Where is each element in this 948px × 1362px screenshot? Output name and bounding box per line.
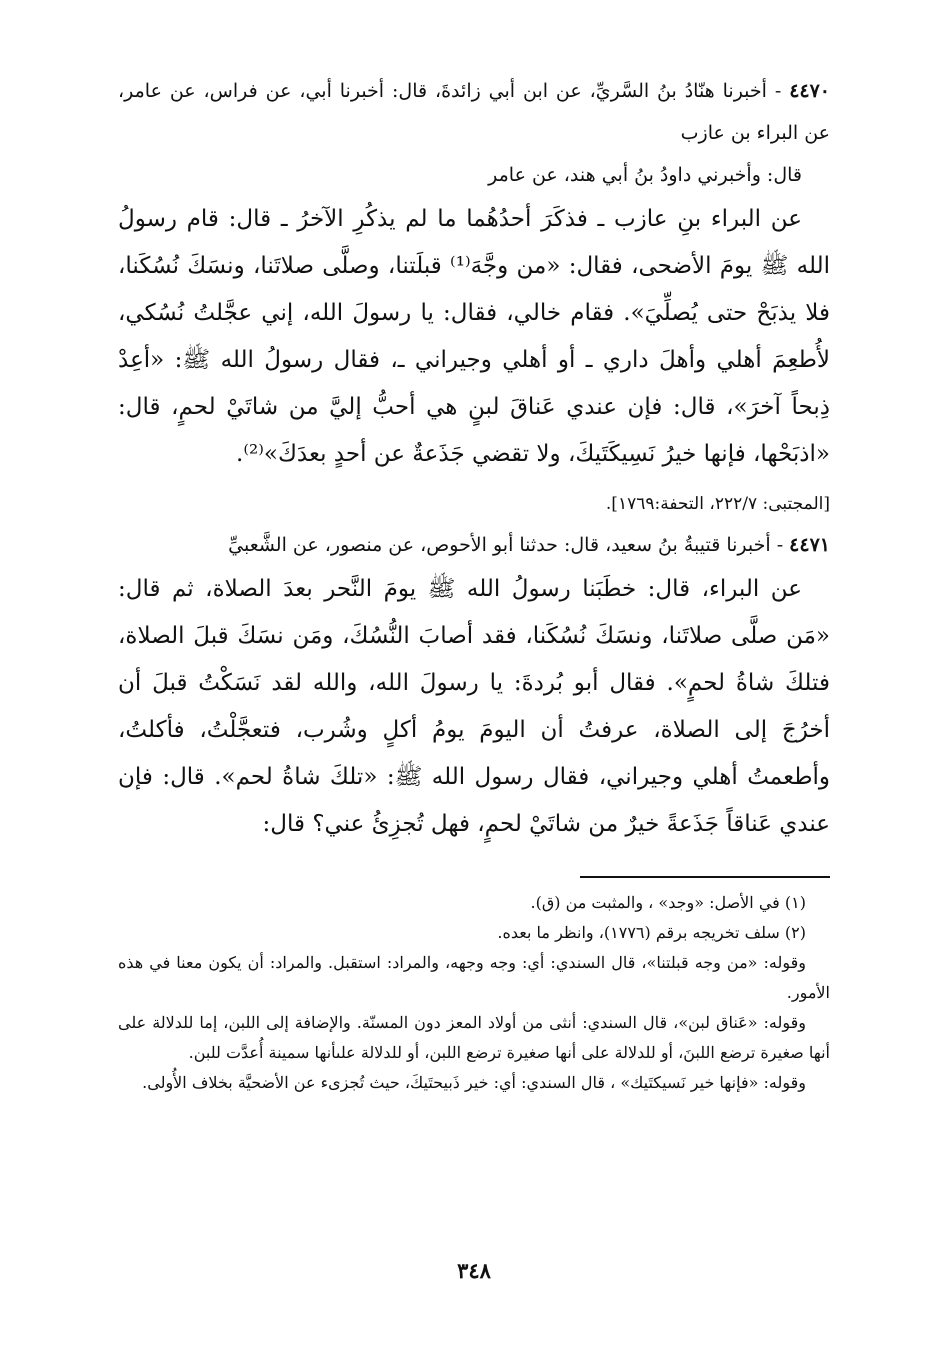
footnote-note-qiblah: وقوله: «من وجه قبلتنا»، قال السندي: أي: وجه وجهه، والمراد: استقبل. والمراد: أن يكون معنا في هذه الأمور. xyxy=(118,953,830,1002)
hadith-number: ٤٤٧٠ xyxy=(789,80,831,102)
hadith-4470-isnad-second: قال: وأخبرني داودُ بنُ أبي هند، عن عامر xyxy=(488,164,802,186)
hadith-4470-isnad xyxy=(118,70,830,154)
hadith-4471-matn: عن البراء، قال: خطَبَنا رسولُ الله ﷺ يومَ النَّحر بعدَ الصلاة، ثم قال: «مَن صلَّى صلاتَنا، ونسَكَ نُسُكَنا، فقد أصابَ النُّسُكَ، ومَن نسَكَ قبلَ الصلاة، فتلكَ شاةُ لحمٍ». فقال أبو بُردةَ: يا رسولَ الله، والله لقد نَسَكْتُ قبلَ أن أخرُجَ إلى الصلاة، عرفتُ أن اليومَ يومُ أكلٍ وشُرب، فتعجَّلْتُ، فأكلتُ، وأطعمتُ أهلي وجيراني، فقال رسول الله ﷺ: «تلكَ شاةُ لحم». قال: فإن عندي عَناقاً جَذَعةً خيرٌ من شاتَيْ لحمٍ، فهل تُجزِئُ عني؟ قال: xyxy=(118,576,830,837)
footnote-2: (٢) سلف تخريجه برقم (١٧٧٦)، وانظر ما بعده. xyxy=(497,923,806,942)
footnote-1: (١) في الأصل: «وجد» ، والمثبت من (ق). xyxy=(530,893,806,912)
hadith-4471-isnad xyxy=(118,524,830,566)
hadith-4470-matn: عن البراء بنِ عازب ـ فذكَرَ أحدُهُما ما لم يذكُرِ الآخرُ ـ قال: قام رسولُ الله ﷺ يومَ الأضحى، فقال: «من وجَّهَ⁽¹⁾ قبلَتنا، وصلَّى صلاتَنا، ونسَكَ نُسُكَنا، فلا يذبَحْ حتى يُصلِّيَ». فقام خالي، فقال: يا رسولَ الله، إني عجَّلتُ نُسُكي، لأُطعِمَ أهلي وأهلَ داري ـ أو أهلي وجيراني ـ، فقال رسولُ الله ﷺ: «أعِدْ ذِبحاً آخرَ»، قال: فإن عندي عَناقَ لبنٍ هي أحبُّ إليَّ من شاتَيْ لحمٍ، قال: «اذبَحْها، فإنها خيرُ نَسِيكَتَيكَ، ولا تقضي جَذَعةٌ عن أحدٍ بعدَكَ»⁽²⁾. xyxy=(118,206,831,467)
hadith-4470-reference: [المجتبى: ٢٢٢/٧، التحفة:١٧٦٩]. xyxy=(605,494,830,514)
isnad-text: - أخبرنا قتيبةُ بنُ سعيد، قال: حدثنا أبو الأحوص، عن منصور، عن الشَّعبيِّ xyxy=(228,534,784,556)
isnad-text: - أخبرنا هنّادُ بنُ السَّريِّ، عن ابن أبي زائدةَ، قال: أخبرنا أبي، عن فراس، عن عامر، عن البراء بن عازب xyxy=(118,80,830,144)
footnote-note-anaq: وقوله: «عَناق لبن»، قال السندي: أنثى من أولاد المعز دون المسنّة. والإضافة إلى اللبن، إما للدلالة على أنها صغيرة ترضع اللبنَ، أو للدلالة على أنها صغيرة ترضع اللبن، أو للدلالة علىأنها سمينة أُعدَّت للبن. xyxy=(118,1013,830,1062)
page-number: ٣٤٨ xyxy=(457,1258,491,1283)
footnote-note-nasikah: وقوله: «فإنها خير نَسيكتَيك» ، قال السندي: أي: خير ذَبيحتَيكَ، حيث تُجزىء عن الأضحيَّة بخلاف الأُولى. xyxy=(142,1073,806,1092)
page-content xyxy=(118,70,830,1098)
hadith-number: ٤٤٧١ xyxy=(789,534,830,556)
footnote-divider xyxy=(580,876,830,878)
